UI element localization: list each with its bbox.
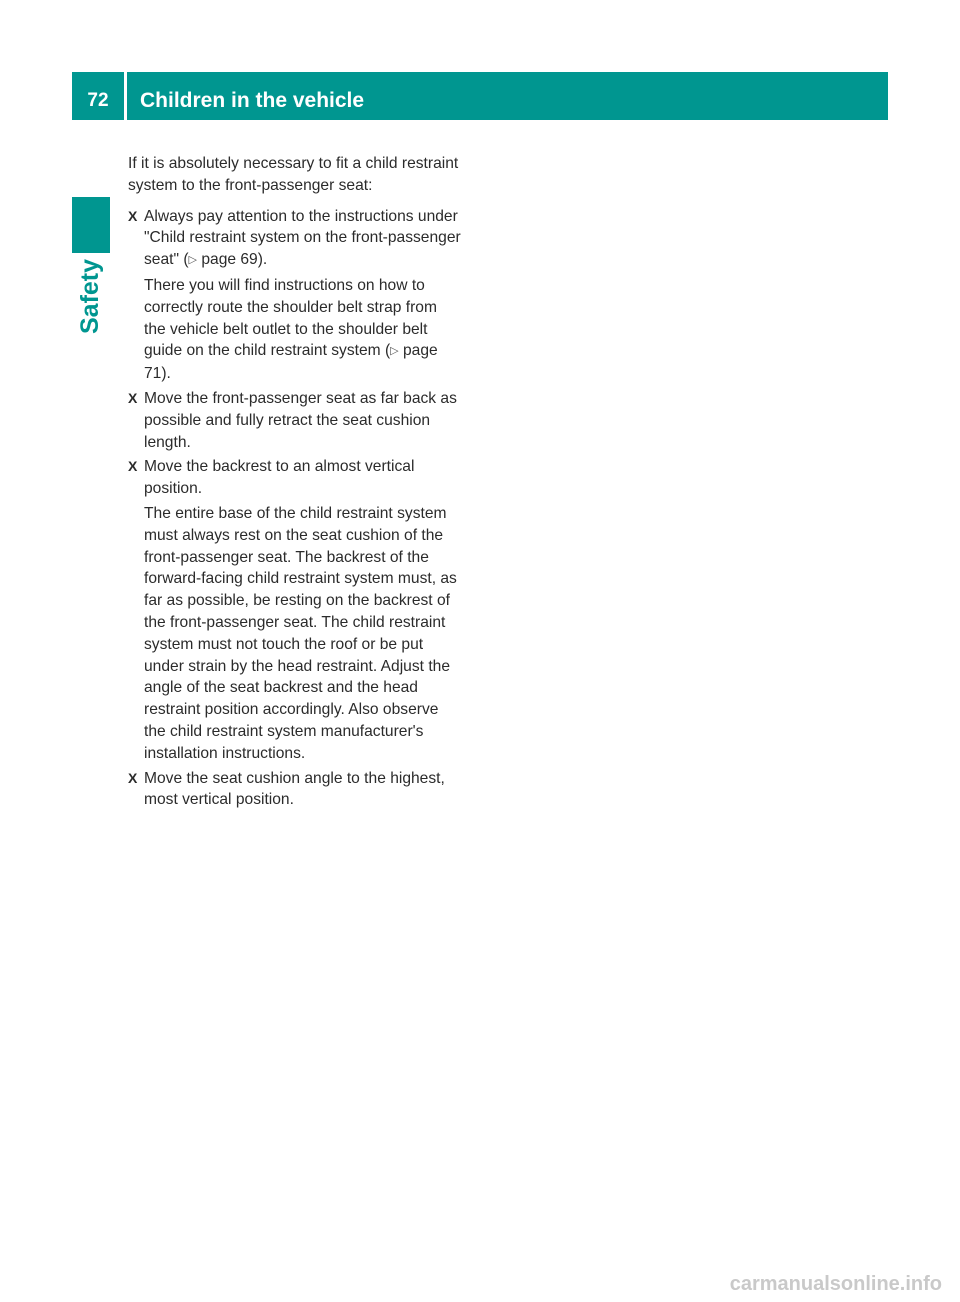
side-tab-block [72,197,110,253]
step-text: Move the seat cushion angle to the highest, most vertical position. [144,769,445,809]
page-number: 72 [87,90,109,111]
header-divider [124,72,127,120]
page-ref-link[interactable]: page 71 [144,342,438,383]
step-text: Always pay attention to the instructions under "Child restraint system on the front-passenger seat" (▷ page 69). [144,207,461,269]
instruction-step [128,456,462,764]
watermark: carmanualsonline.info [729,1273,942,1295]
instruction-step [128,768,462,812]
step-text: Move the front-passenger seat as far back as possible and fully retract the seat cushion length. [144,389,457,451]
step-marker-icon: X [128,769,138,786]
instruction-step [128,388,462,453]
page-ref-arrow-icon: ▷ [390,345,399,358]
section-title: Children in the vehicle [140,89,365,112]
step-marker-icon: X [128,207,138,224]
step-note: There you will find instructions on how to correctly route the shoulder belt strap from the vehicle belt outlet to the shoulder belt guide on the child restraint system (▷ page 71). [144,276,438,383]
step-marker-icon: X [128,458,138,475]
side-label: Safety [76,258,104,334]
step-note: The entire base of the child restraint system must always rest on the seat cushion of the front-passenger seat. The backrest of the forward-facing child restraint system must, as far as possible, be resting on the backrest of the front-passenger seat. The child restraint system must not touch the roof or be put under strain by the head restraint. Adjust the angle of the seat backrest and the head restraint position accordingly. Also observe the child restraint system manufacturer's installation instructions. [144,504,457,762]
intro-paragraph: If it is absolutely necessary to fit a child restraint system to the front-passenger seat: [128,155,459,194]
instruction-step [128,206,462,385]
page-ref-arrow-icon: ▷ [188,254,198,267]
step-marker-icon: X [128,389,138,406]
main-content [128,153,462,814]
step-text: Move the backrest to an almost vertical position. [144,458,415,498]
page-ref-link[interactable]: page 69 [201,251,258,269]
